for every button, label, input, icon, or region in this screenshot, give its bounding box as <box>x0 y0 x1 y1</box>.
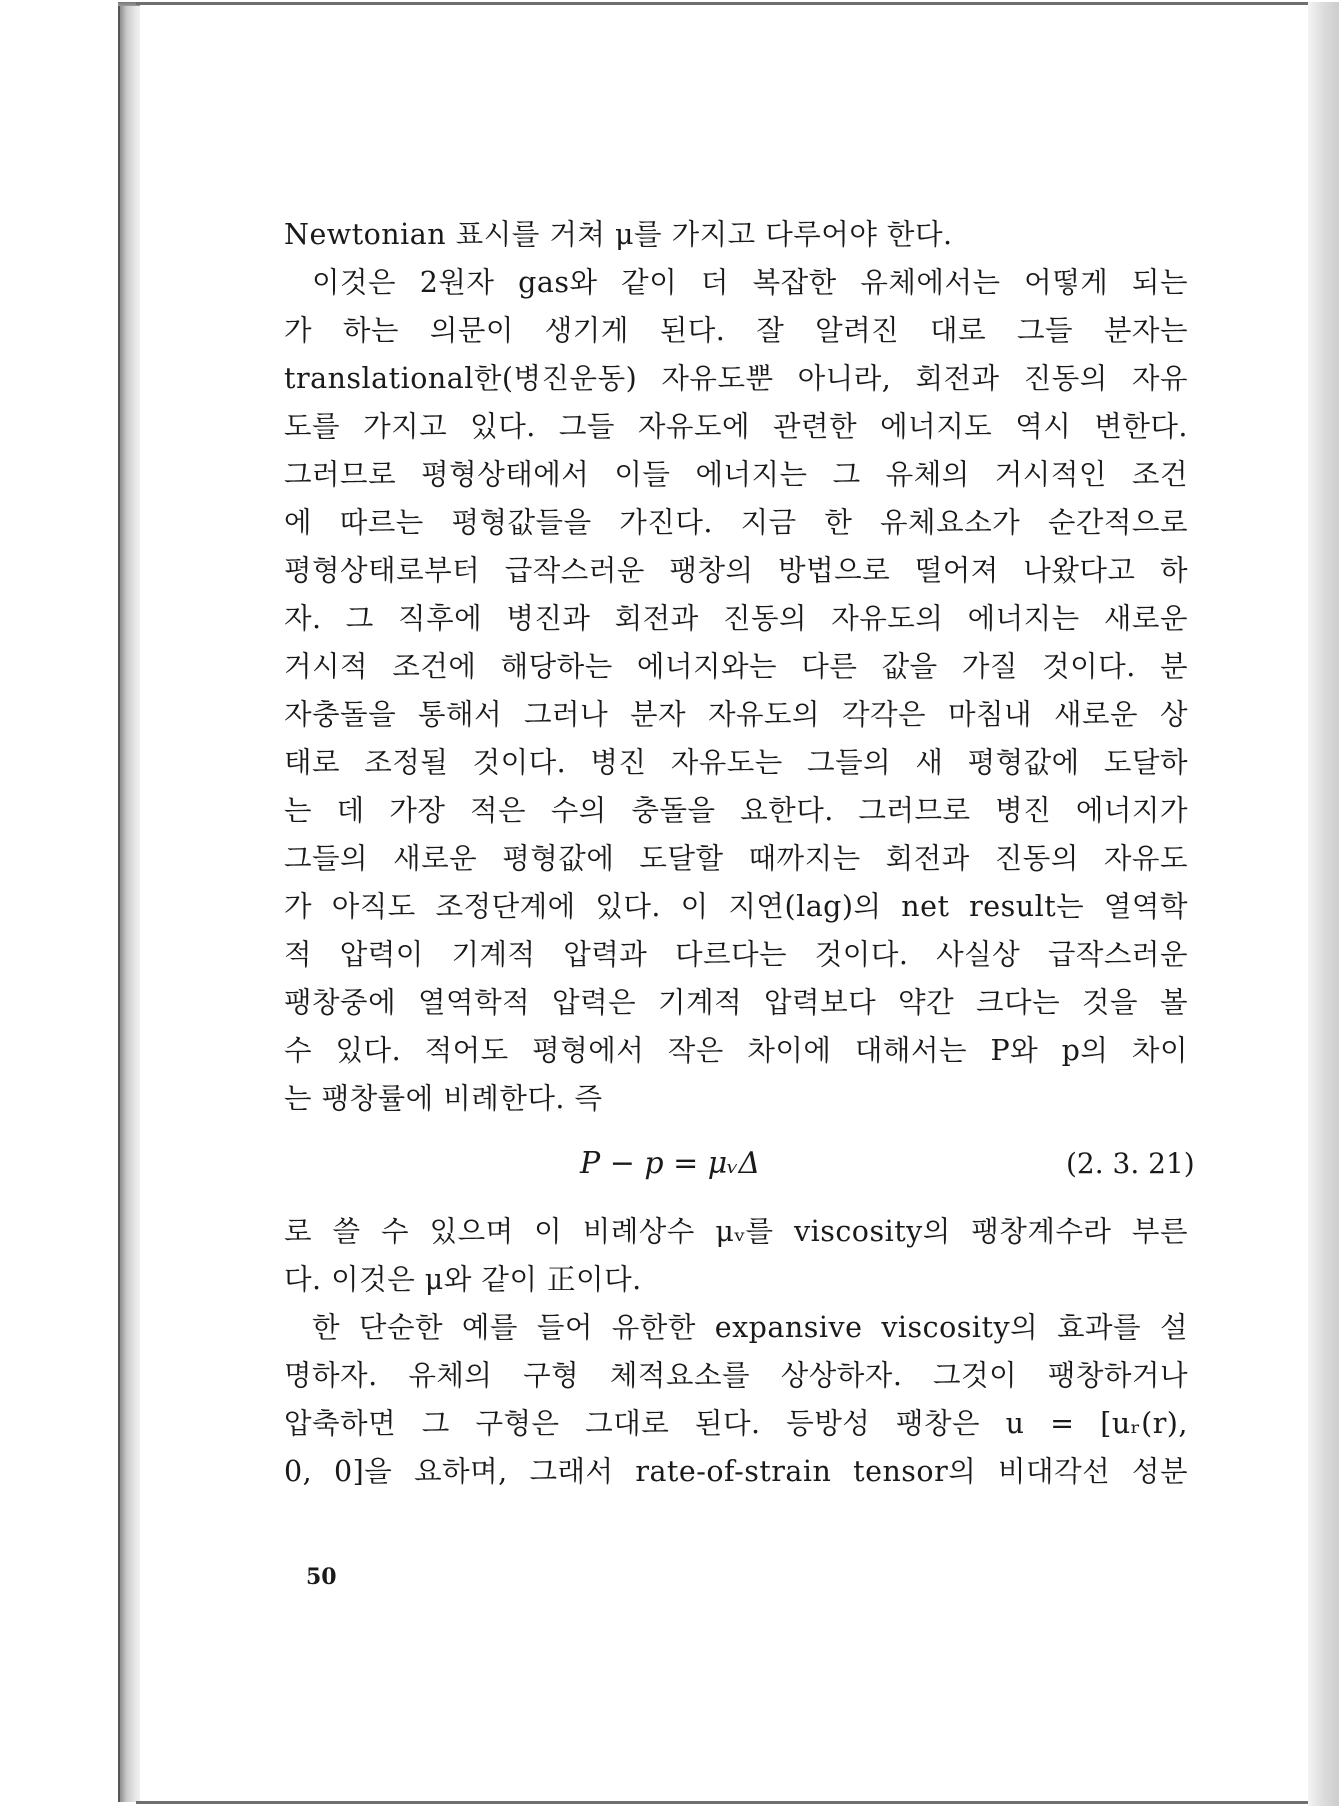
text-line: 가 아직도 조정단계에 있다. 이 지연(lag)의 net result는 열역학 <box>284 890 1188 923</box>
equation: P − p = μᵥΔ <box>580 1146 761 1181</box>
text-line: 평형상태로부터 급작스러운 팽창의 방법으로 떨어져 나왔다고 하 <box>284 554 1188 587</box>
text-line: 로 쓸 수 있으며 이 비례상수 μᵥ를 viscosity의 팽창계수라 부른 <box>284 1215 1188 1248</box>
text-line: 그들의 새로운 평형값에 도달할 때까지는 회전과 진동의 자유도 <box>284 842 1188 875</box>
text-line: 이것은 2원자 gas와 같이 더 복잡한 유체에서는 어떻게 되는 <box>312 266 1188 299</box>
text-line: translational한(병진운동) 자유도뿐 아니라, 회전과 진동의 자유 <box>284 362 1188 395</box>
text-line: 자충돌을 통해서 그러나 분자 자유도의 각각은 마침내 새로운 상 <box>284 698 1188 731</box>
text-line: 팽창중에 열역학적 압력은 기계적 압력보다 약간 크다는 것을 볼 <box>284 986 1188 1019</box>
text-line: 는 데 가장 적은 수의 충돌을 요한다. 그러므로 병진 에너지가 <box>284 794 1188 827</box>
text-line: 도를 가지고 있다. 그들 자유도에 관련한 에너지도 역시 변한다. <box>284 410 1188 443</box>
text-line: 그러므로 평형상태에서 이들 에너지는 그 유체의 거시적인 조건 <box>284 458 1188 491</box>
text-line: 0, 0]을 요하며, 그래서 rate-of-strain tensor의 비대각선 성분 <box>284 1455 1188 1488</box>
equation-number: (2. 3. 21) <box>1066 1147 1195 1180</box>
text-line: 한 단순한 예를 들어 유한한 expansive viscosity의 효과를 설 <box>312 1311 1188 1344</box>
page-number: 50 <box>306 1564 337 1590</box>
text-line: 태로 조정될 것이다. 병진 자유도는 그들의 새 평형값에 도달하 <box>284 746 1188 779</box>
text-line: 가 하는 의문이 생기게 된다. 잘 알려진 대로 그들 분자는 <box>284 314 1188 347</box>
text-line: 는 팽창률에 비례한다. 즉 <box>284 1082 603 1115</box>
text-line: 다. 이것은 μ와 같이 正이다. <box>284 1263 642 1296</box>
text-line: 명하자. 유체의 구형 체적요소를 상상하자. 그것이 팽창하거나 <box>284 1359 1188 1392</box>
text-line: 에 따르는 평형값들을 가진다. 지금 한 유체요소가 순간적으로 <box>284 506 1188 539</box>
text-line: 압축하면 그 구형은 그대로 된다. 등방성 팽창은 u = [uᵣ(r), <box>284 1407 1188 1440</box>
text-line: 자. 그 직후에 병진과 회전과 진동의 자유도의 에너지는 새로운 <box>284 602 1188 635</box>
page-right-edge <box>1308 2 1339 1806</box>
text-line: 거시적 조건에 해당하는 에너지와는 다른 값을 가질 것이다. 분 <box>284 650 1188 683</box>
text-line: Newtonian 표시를 거쳐 μ를 가지고 다루어야 한다. <box>284 218 953 251</box>
page-bottom-edge <box>136 1801 1316 1804</box>
text-line: 적 압력이 기계적 압력과 다르다는 것이다. 사실상 급작스러운 <box>284 938 1188 971</box>
text-line: 수 있다. 적어도 평형에서 작은 차이에 대해서는 P와 p의 차이 <box>284 1034 1188 1067</box>
page-left-edge <box>118 6 142 1802</box>
